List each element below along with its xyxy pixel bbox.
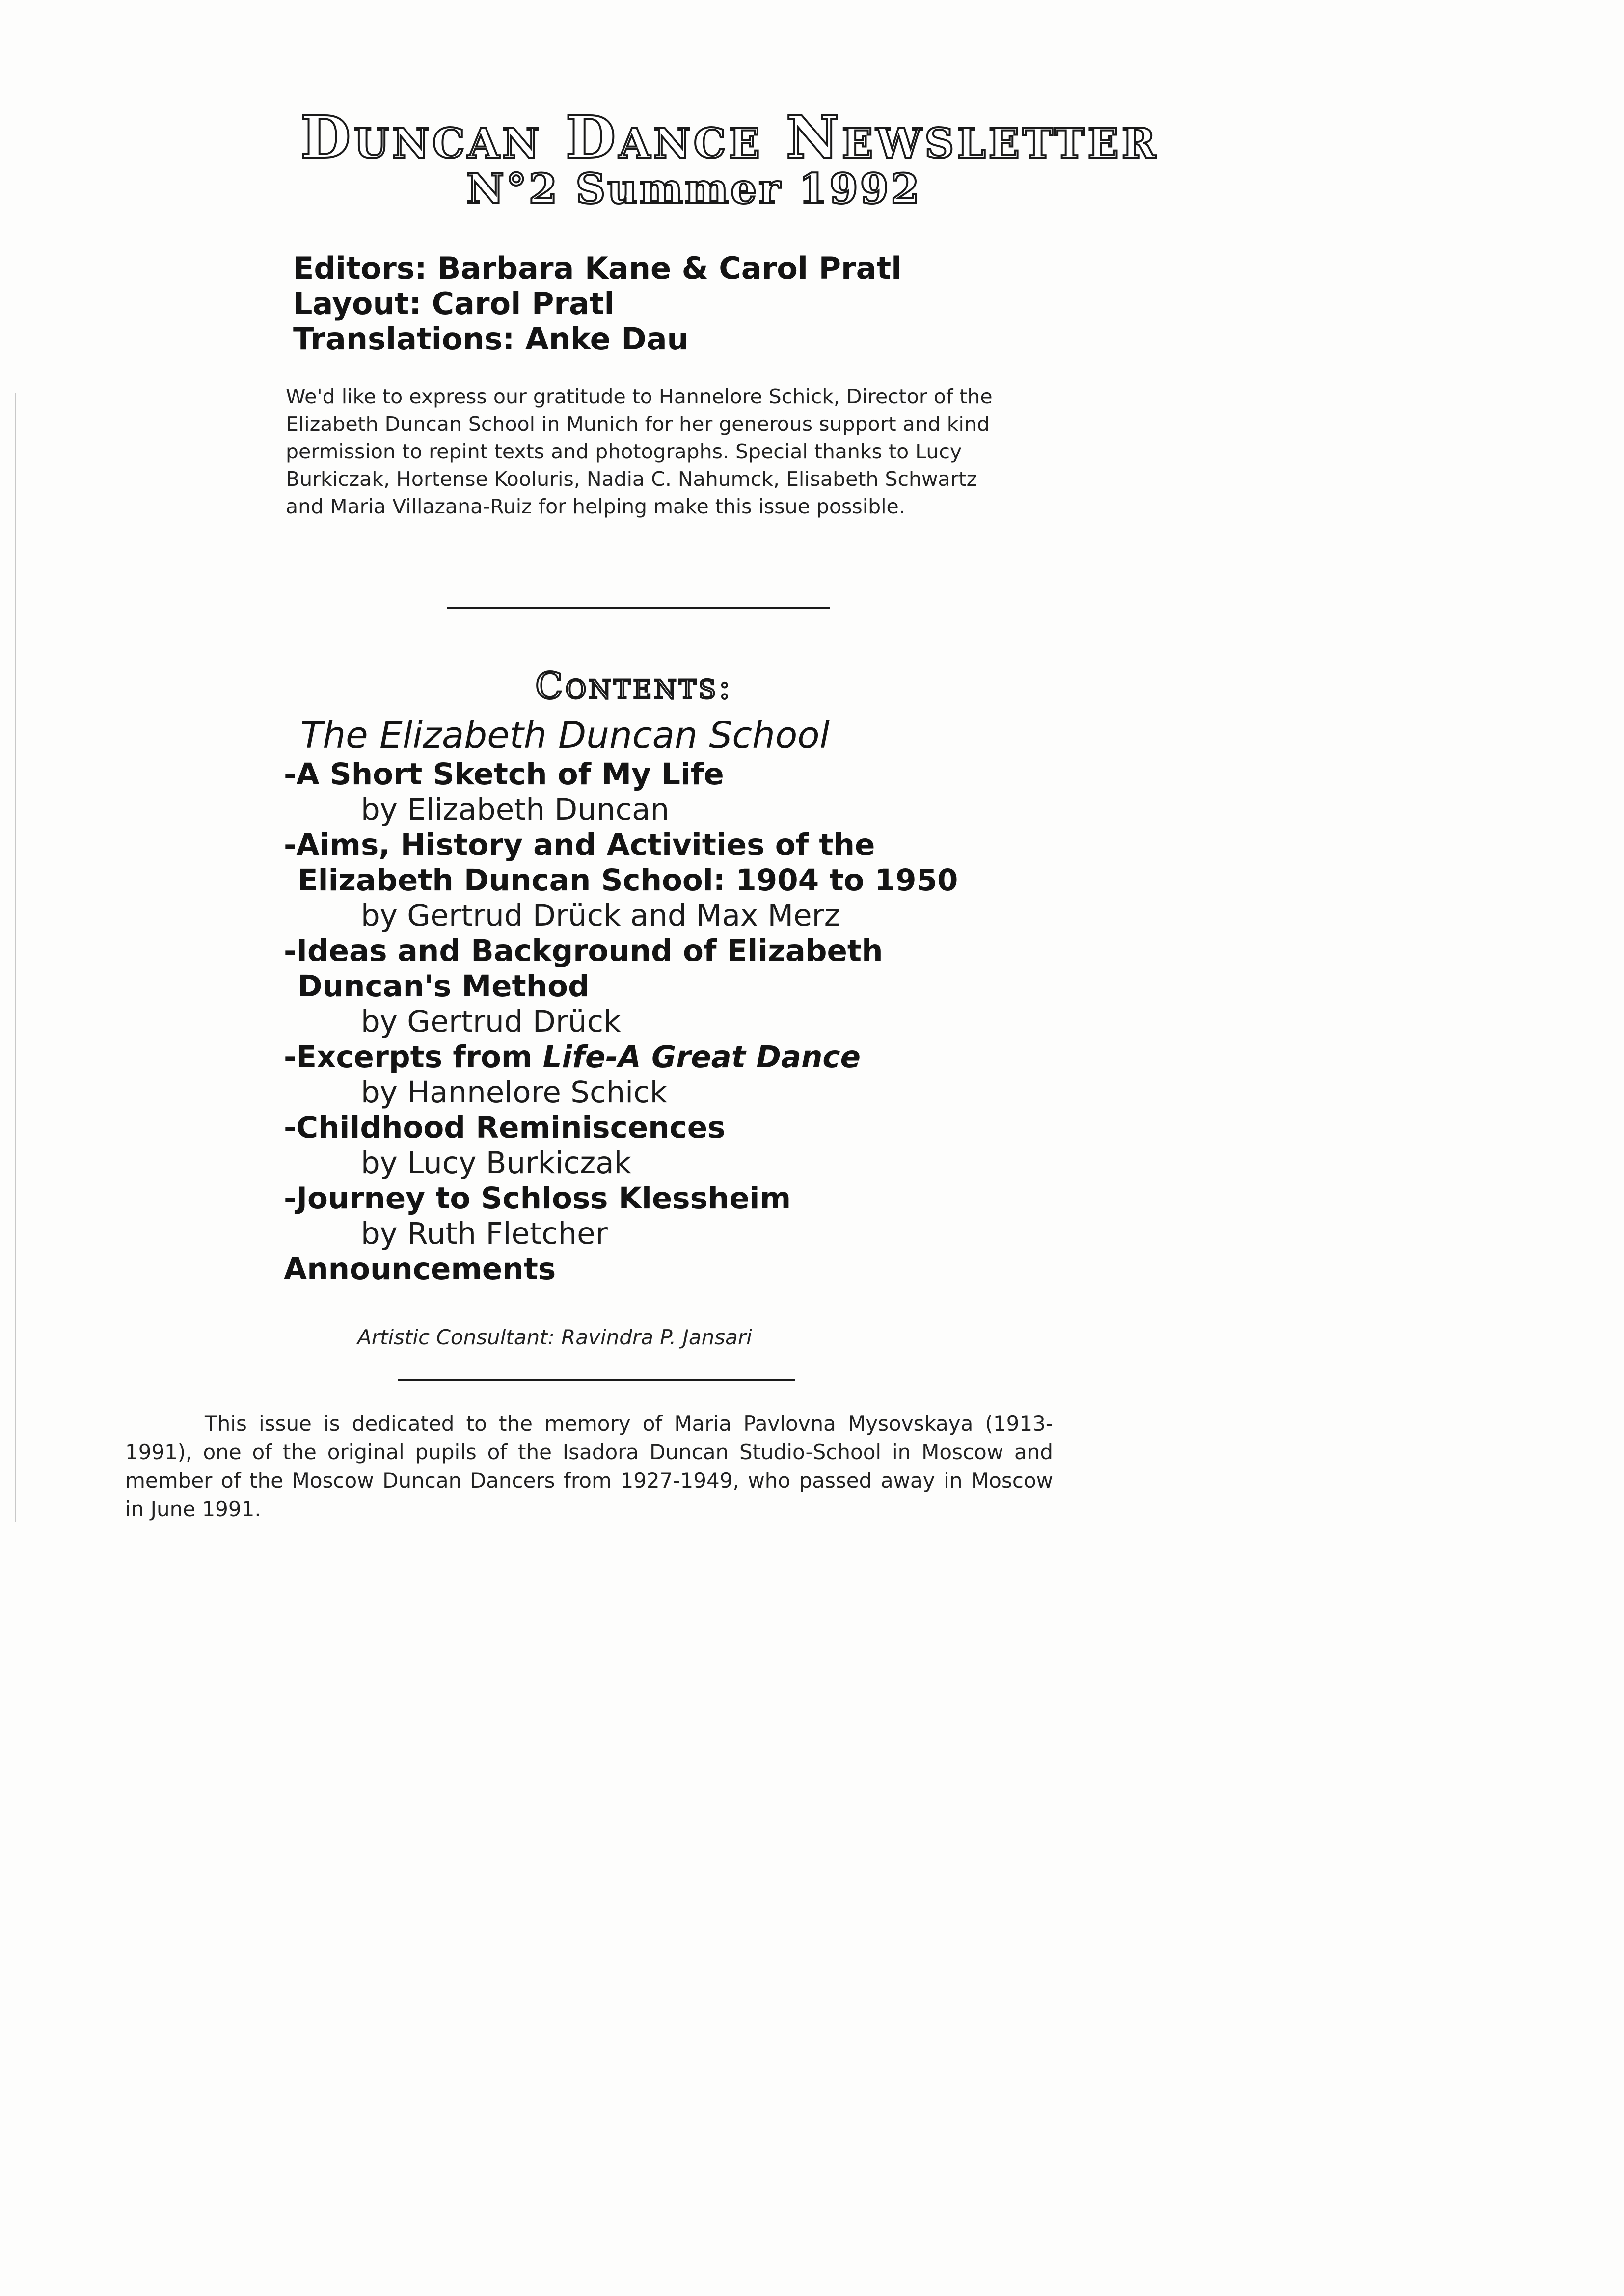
divider-top bbox=[447, 607, 830, 609]
toc-item-title: -Ideas and Background of Elizabeth bbox=[284, 934, 883, 968]
toc-item-author: by Gertrud Drück and Max Merz bbox=[361, 898, 840, 933]
toc-title-prefix: -Excerpts from bbox=[284, 1040, 543, 1074]
page-edge-line bbox=[15, 393, 16, 1522]
divider-bottom bbox=[398, 1379, 795, 1381]
toc-item-author: by Lucy Burkiczak bbox=[361, 1146, 631, 1180]
toc-item-author: by Ruth Fletcher bbox=[361, 1216, 608, 1251]
newsletter-title: Duncan Dance Newsletter bbox=[300, 103, 1159, 171]
announcements-item: Announcements bbox=[284, 1252, 556, 1286]
artistic-consultant-credit: Artistic Consultant: Ravindra P. Jansari bbox=[357, 1325, 752, 1349]
editors-credit: Editors: Barbara Kane & Carol Pratl bbox=[293, 250, 902, 286]
contents-heading: Contents: bbox=[535, 665, 733, 707]
toc-item-author: by Gertrud Drück bbox=[361, 1004, 621, 1039]
toc-item-title: -A Short Sketch of My Life bbox=[284, 757, 724, 792]
issue-label: N°2 Summer 1992 bbox=[466, 164, 921, 213]
layout-credit: Layout: Carol Pratl bbox=[293, 286, 615, 321]
book-title: Life-A Great Dance bbox=[542, 1040, 861, 1074]
toc-item-title-continued: Duncan's Method bbox=[298, 969, 590, 1004]
toc-item-author: by Elizabeth Duncan bbox=[361, 792, 670, 827]
toc-item-title: -Aims, History and Activities of the bbox=[284, 828, 875, 862]
toc-item-author: by Hannelore Schick bbox=[361, 1075, 667, 1110]
dedication-text: This issue is dedicated to the memory of Maria Pavlovna Mysovskaya (1913-1991), one of the original pupils of the Isadora Duncan Studio-School in Moscow and member of the Moscow Duncan Dancers from 1927-1949, who passed away in Moscow in June 1991. bbox=[125, 1412, 1053, 1521]
acknowledgement-text: We'd like to express our gratitude to Hannelore Schick, Director of the Elizabeth Duncan School in Munich for her generous support and kind permission to repint texts and photographs. Special thanks to Lucy Burkiczak, Hortense Kooluris, Nadia C. Nahumck, Elisabeth Schwartz and Maria Villazana-Ruiz for helping make this issue possible. bbox=[286, 385, 993, 518]
translations-credit: Translations: Anke Dau bbox=[293, 321, 689, 357]
toc-item-title: -Childhood Reminiscences bbox=[284, 1110, 726, 1145]
toc-item-title bbox=[284, 1040, 861, 1074]
section-title: The Elizabeth Duncan School bbox=[300, 714, 830, 756]
toc-item-title: -Journey to Schloss Klessheim bbox=[284, 1181, 791, 1216]
toc-item-title-continued: Elizabeth Duncan School: 1904 to 1950 bbox=[298, 863, 958, 898]
